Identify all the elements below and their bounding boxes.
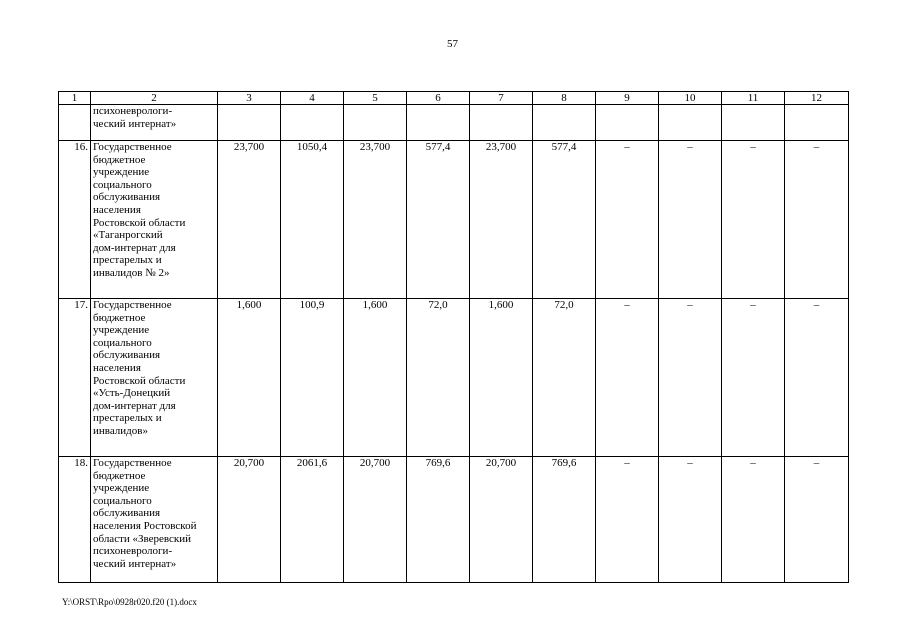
value-cell: 1,600 [218, 299, 281, 457]
value-cell: – [596, 457, 659, 583]
institution-name-cell: Государственное бюджетное учреждение социального обслуживания населения Ростовской области «Усть-Донецкий дом-интернат для престарелых и инвалидов» [91, 299, 218, 457]
value-cell: – [659, 299, 722, 457]
value-cell: 20,700 [218, 457, 281, 583]
value-cell: 1050,4 [281, 141, 344, 299]
value-cell: – [722, 457, 785, 583]
value-cell: – [659, 141, 722, 299]
value-cell: – [785, 457, 849, 583]
column-number-cell: 3 [218, 92, 281, 105]
value-cell: 769,6 [407, 457, 470, 583]
column-number-cell: 2 [91, 92, 218, 105]
value-cell [722, 105, 785, 141]
page-number: 57 [447, 38, 458, 50]
value-cell [785, 105, 849, 141]
value-cell: – [722, 141, 785, 299]
row-number-cell: 18. [59, 457, 91, 583]
institution-name-cell: Государственное бюджетное учреждение социального обслуживания населения Ростовской области «Таганрогский дом-интернат для престарелых и инвалидов № 2» [91, 141, 218, 299]
institution-name-cell: Государственное бюджетное учреждение социального обслуживания населения Ростовской области «Зверевский психоневрологи- ческий интернат» [91, 457, 218, 583]
institution-name-cell: психоневрологи- ческий интернат» [91, 105, 218, 141]
value-cell [470, 105, 533, 141]
value-cell [407, 105, 470, 141]
row-number-cell: 16. [59, 141, 91, 299]
row-number-cell: 17. [59, 299, 91, 457]
value-cell [344, 105, 407, 141]
value-cell: 1,600 [344, 299, 407, 457]
value-cell: 72,0 [407, 299, 470, 457]
column-number-cell: 5 [344, 92, 407, 105]
value-cell [218, 105, 281, 141]
value-cell: 577,4 [533, 141, 596, 299]
row-number-cell [59, 105, 91, 141]
value-cell: 769,6 [533, 457, 596, 583]
value-cell: 1,600 [470, 299, 533, 457]
value-cell [596, 105, 659, 141]
value-cell: – [596, 299, 659, 457]
table-header-row [59, 92, 849, 105]
column-number-cell: 11 [722, 92, 785, 105]
value-cell: – [722, 299, 785, 457]
data-table [58, 91, 849, 583]
column-number-cell: 7 [470, 92, 533, 105]
column-number-cell: 1 [59, 92, 91, 105]
value-cell: 23,700 [344, 141, 407, 299]
value-cell: 23,700 [218, 141, 281, 299]
table-row [59, 141, 849, 299]
file-path-footer: Y:\ORST\Rpo\0928r020.f20 (1).docx [62, 597, 197, 607]
column-number-cell: 12 [785, 92, 849, 105]
table-row [59, 457, 849, 583]
column-number-cell: 6 [407, 92, 470, 105]
value-cell: – [659, 457, 722, 583]
column-number-cell: 8 [533, 92, 596, 105]
value-cell: 20,700 [344, 457, 407, 583]
value-cell: 72,0 [533, 299, 596, 457]
column-number-cell: 4 [281, 92, 344, 105]
value-cell: – [785, 299, 849, 457]
value-cell: 23,700 [470, 141, 533, 299]
value-cell: – [596, 141, 659, 299]
value-cell [281, 105, 344, 141]
column-number-cell: 10 [659, 92, 722, 105]
value-cell: 20,700 [470, 457, 533, 583]
value-cell: 100,9 [281, 299, 344, 457]
column-number-cell: 9 [596, 92, 659, 105]
value-cell [533, 105, 596, 141]
table-row [59, 299, 849, 457]
table-row [59, 105, 849, 141]
value-cell: 577,4 [407, 141, 470, 299]
value-cell: 2061,6 [281, 457, 344, 583]
value-cell: – [785, 141, 849, 299]
value-cell [659, 105, 722, 141]
